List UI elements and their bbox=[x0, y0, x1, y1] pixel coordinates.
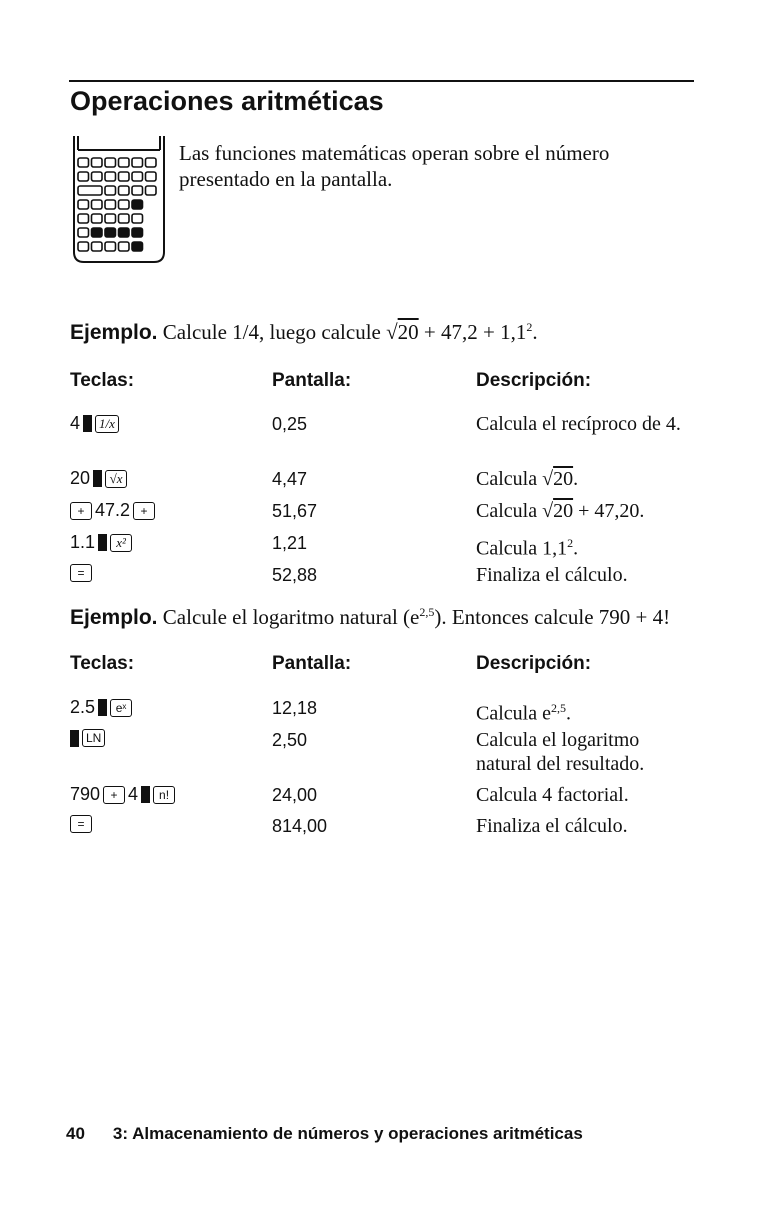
display-value: 51,67 bbox=[272, 501, 318, 521]
plus-key: + bbox=[103, 786, 125, 804]
page-footer bbox=[66, 1124, 583, 1144]
calculator-keypad-icon bbox=[71, 134, 167, 264]
keystroke-sequence bbox=[70, 815, 92, 833]
equals-key: = bbox=[70, 815, 92, 833]
example-1-statement: Ejemplo. Calcule 1/4, luego calcule $√20 + 47,2 + 1,1^2$. bbox=[70, 320, 538, 344]
keystroke-sequence: + 47.2 + bbox=[70, 500, 155, 521]
keystroke-sequence bbox=[70, 564, 92, 582]
display-value: 2,50 bbox=[272, 730, 308, 750]
description-text: Finaliza el cálculo. bbox=[476, 564, 628, 586]
keystroke-sequence: 1.1 x² bbox=[70, 532, 132, 553]
description-text: Calcula √20 + 47,20. bbox=[476, 500, 645, 522]
shift-key-icon bbox=[98, 699, 107, 716]
display-value: 4,47 bbox=[272, 469, 308, 489]
equals-key: = bbox=[70, 564, 92, 582]
display-value: 52,88 bbox=[272, 565, 318, 585]
description-text: Finaliza el cálculo. bbox=[476, 815, 628, 837]
keystroke-sequence: 4 1/x bbox=[70, 413, 119, 434]
ln-key: LN bbox=[82, 729, 105, 747]
description-text: Calcula el logaritmo natural del resultado. bbox=[476, 729, 645, 775]
display-value: 814,00 bbox=[272, 816, 328, 836]
display-header: Pantalla: bbox=[272, 370, 352, 391]
display-header: Pantalla: bbox=[272, 653, 352, 674]
intro-paragraph: Las funciones matemáticas operan sobre el número presentado en la pantalla. bbox=[179, 141, 610, 191]
shift-key-icon bbox=[70, 730, 79, 747]
description-header: Descripción: bbox=[476, 653, 592, 674]
square-key: x² bbox=[110, 534, 132, 552]
chapter-title: 3: Almacenamiento de números y operaciones aritméticas bbox=[112, 1124, 583, 1143]
page-number: 40 bbox=[66, 1124, 85, 1143]
factorial-key: n! bbox=[153, 786, 175, 804]
square-root-key: √x bbox=[105, 470, 127, 488]
display-value: 1,21 bbox=[272, 533, 308, 553]
keystroke-sequence bbox=[70, 729, 105, 747]
page-title: Operaciones aritméticas bbox=[70, 86, 384, 116]
header-rule bbox=[69, 80, 694, 82]
plus-key: + bbox=[133, 502, 155, 520]
example-label: Ejemplo. bbox=[70, 321, 158, 344]
display-value: 0,25 bbox=[272, 414, 308, 434]
shift-key-icon bbox=[141, 786, 150, 803]
reciprocal-key: 1/x bbox=[95, 415, 119, 433]
shift-key-icon bbox=[93, 470, 102, 487]
plus-key: + bbox=[70, 502, 92, 520]
shift-key-icon bbox=[98, 534, 107, 551]
description-text: Calcula 4 factorial. bbox=[476, 784, 629, 806]
keys-header: Teclas: bbox=[70, 653, 135, 674]
description-text: Calcula $1,1^2$. bbox=[476, 536, 579, 560]
description-header: Descripción: bbox=[476, 370, 592, 391]
display-value: 24,00 bbox=[272, 785, 318, 805]
example-label: Ejemplo. bbox=[70, 606, 158, 629]
keystroke-sequence: 20 √x bbox=[70, 468, 127, 489]
example-2-statement: Ejemplo. Calcule el logaritmo natural $(e^{2,5})$. Entonces calcule 790 + 4! bbox=[70, 605, 671, 629]
shift-key-icon bbox=[83, 415, 92, 432]
keys-header: Teclas: bbox=[70, 370, 135, 391]
description-text: Calcula el recíproco de 4. bbox=[476, 413, 681, 435]
description-text: Calcula $e^{2,5}$. bbox=[476, 701, 571, 725]
description-text: Calcula √20. bbox=[476, 468, 579, 490]
exp-key: eˣ bbox=[110, 699, 132, 717]
display-value: 12,18 bbox=[272, 698, 318, 718]
keystroke-sequence: 2.5 eˣ bbox=[70, 697, 132, 718]
keystroke-sequence: 790 + 4 n! bbox=[70, 784, 175, 805]
